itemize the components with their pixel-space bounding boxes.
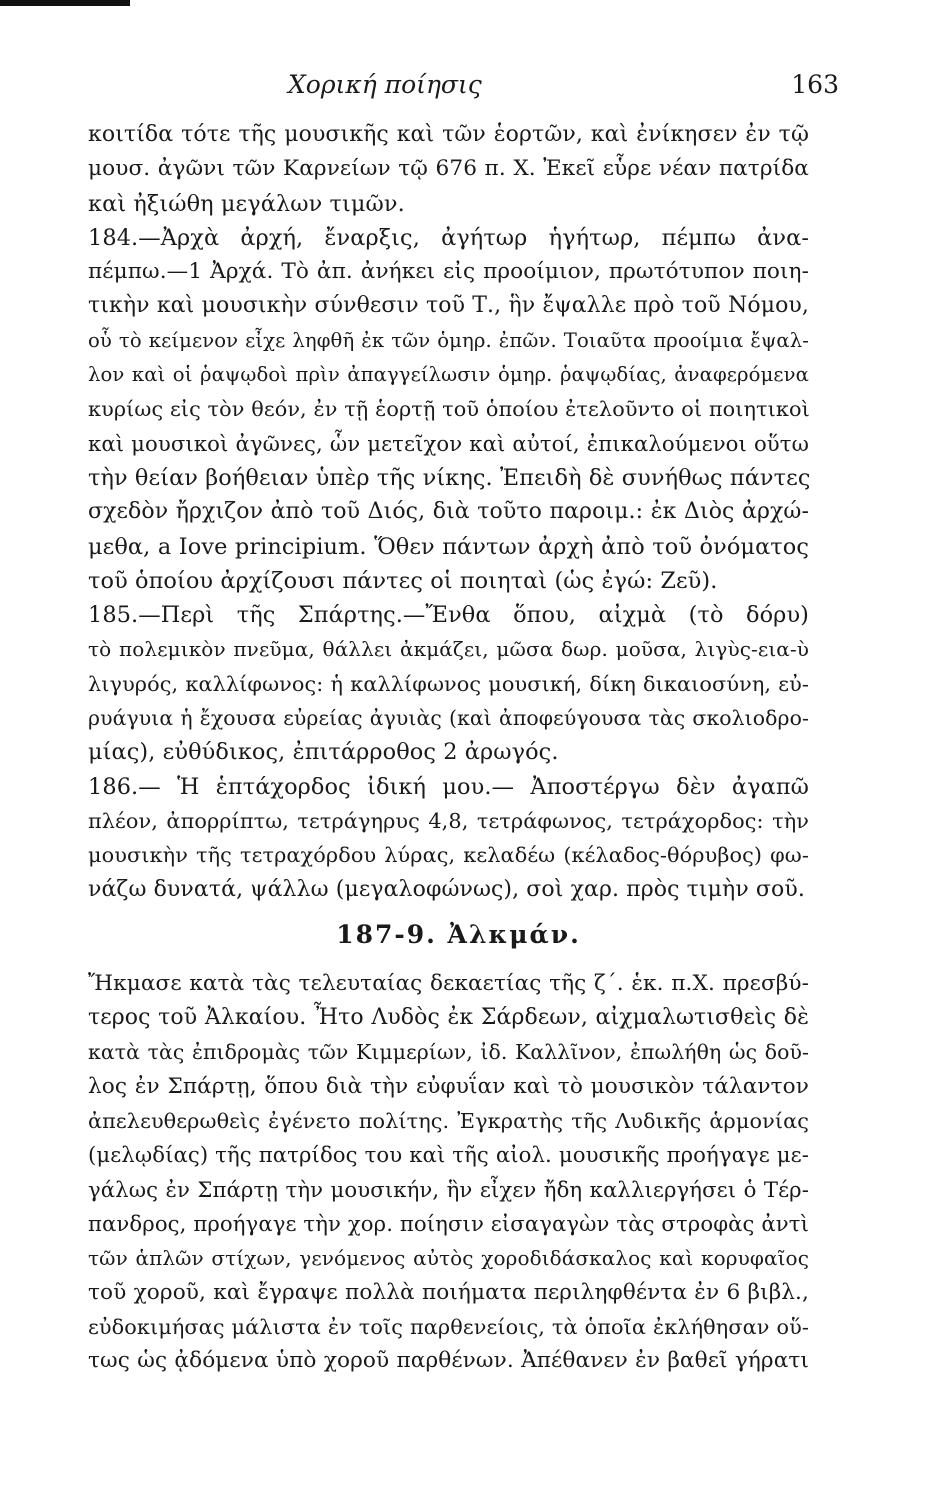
body-text-upper [88,118,809,907]
text-line: τὴν θείαν βοήθειαν ὑπὲρ τῆς νίκης. Ἐπειδὴ δὲ συνήθως πάντες [88,464,811,491]
text-line: τῶν ἁπλῶν στίχων, γενόμενος αὐτὸς χοροδιδάσκαλος καὶ κορυφαῖος [88,1246,809,1271]
text-line: Ἤκμασε κατὰ τὰς τελευταίας δεκαετίας τῆς ζ΄. ἑκ. π.Χ. πρεσβύ- [88,970,809,996]
text-line: μουσ. ἀγῶνι τῶν Καρνείων τῷ 676 π. Χ. Ἐκεῖ εὗρε νέαν πατρίδα [88,156,809,182]
text-line: ρυάγυια ἡ ἔχουσα εὐρείας ἀγυιὰς (καὶ ἀποφεύγουσα τὰς σκολιοδρο- [88,706,809,731]
page-number: 163 [791,70,839,99]
text-line: 185.—Περὶ τῆς Σπάρτης.—Ἔνθα ὅπου, αἰχμὰ (τὸ δόρυ) [88,602,809,629]
running-header-title: Χορική ποίησις [288,70,482,99]
body-text-lower [88,967,809,1379]
text-line: 186.— Ἡ ἑπτάχορδος ἰδική μου.— Ἀποστέργω δὲν ἀγαπῶ [88,773,809,800]
text-line: κυρίως εἰς τὸν θεόν, ἐν τῇ ἑορτῇ τοῦ ὁποίου ἐτελοῦντο οἱ ποιητικοὶ [88,397,810,422]
text-line: πανδρος, προήγαγε τὴν χορ. ποίησιν εἰσαγαγὼν τὰς στροφὰς ἀντὶ [88,1210,809,1236]
text-line: 184.—Ἀρχὰ ἀρχή, ἔναρξις, ἀγήτωρ ἡγήτωρ, πέμπω ἀνα- [88,224,809,251]
text-line: πέμπω.—1 Ἀρχά. Τὸ ἀπ. ἀνήκει εἰς προοίμιον, πρωτότυπον ποιη- [88,259,809,285]
text-line: νάζω δυνατά, ψάλλω (μεγαλοφώνως), σοὶ χαρ. πρὸς τιμὴν σοῦ. [88,876,805,902]
text-line: πλέον, ἀπορρίπτω, τετράγηρυς 4,8, τετράφωνος, τετράχορδος: τὴν [88,808,809,833]
text-line: μίας), εὐθύδικος, ἐπιτάρροθος 2 ἀρωγός. [88,739,559,766]
text-line: οὗ τὸ κείμενον εἶχε ληφθῆ ἐκ τῶν ὁμηρ. ἐπῶν. Τοιαῦτα προοίμια ἔψαλ- [88,328,809,352]
text-line: σχεδὸν ἤρχιζον ἀπὸ τοῦ Διός, διὰ τοῦτο παροιμ.: ἐκ Διὸς ἀρχώ- [88,499,809,525]
text-line: μεθα, a Iove principium. Ὅθεν πάντων ἀρχὴ ἀπὸ τοῦ ὀνόματος [88,533,809,560]
text-line: τὸ πολεμικὸν πνεῦμα, θάλλει ἀκμάζει, μῶσα δωρ. μοῦσα, λιγὺς-εια-ὺ [88,637,809,662]
text-line: κατὰ τὰς ἐπιδρομὰς τῶν Κιμμερίων, ἰδ. Καλλῖνον, ἐπωλήθη ὡς δοῦ- [88,1040,809,1065]
text-line: εὐδοκιμήσας μάλιστα ἐν τοῖς παρθενείοις, τὰ ὁποῖα ἐκλήθησαν οὕ- [88,1314,809,1339]
text-line: τερος τοῦ Ἀλκαίου. Ἦτο Λυδὸς ἐκ Σάρδεων, αἰχμαλωτισθεὶς δὲ [88,1005,809,1031]
text-line: τικὴν καὶ μουσικὴν σύνθεσιν τοῦ Τ., ἣν ἔψαλλε πρὸ τοῦ Νόμου, [88,293,809,319]
text-line: λον καὶ οἱ ῥαψῳδοὶ πρὶν ἀπαγγείλωσιν ὁμηρ. ῥαψῳδίας, ἀναφερόμενα [88,363,809,387]
text-line: (μελῳδίας) τῆς πατρίδος του καὶ τῆς αἰολ. μουσικῆς προήγαγε με- [88,1142,809,1168]
text-line: μουσικὴν τῆς τετραχόρδου λύρας, κελαδέω (κέλαδος-θόρυβος) φω- [88,843,809,868]
text-line: λος ἐν Σπάρτῃ, ὅπου διὰ τὴν εὐφυΐαν καὶ τὸ μουσικὸν τάλαντον [88,1073,809,1099]
text-line: κοιτίδα τότε τῆς μουσικῆς καὶ τῶν ἑορτῶν, καὶ ἐνίκησεν ἐν τῷ [88,122,809,147]
text-line: καὶ μουσικοὶ ἀγῶνες, ὧν μετεῖχον καὶ αὐτοί, ἐπικαλούμενοι οὕτω [88,430,809,456]
text-line: καὶ ἠξιώθη μεγάλων τιμῶν. [88,190,405,217]
text-line: ἀπελευθερωθεὶς ἐγένετο πολίτης. Ἐγκρατὴς τῆς Λυδικῆς ἁρμονίας [88,1109,809,1134]
running-header [88,70,839,110]
text-line: γάλως ἐν Σπάρτῃ τὴν μουσικήν, ἣν εἶχεν ἤδη καλλιεργήσει ὁ Τέρ- [88,1176,809,1202]
top-edge-rule [0,0,130,6]
text-line: λιγυρός, καλλίφωνος: ἡ καλλίφωνος μουσική, δίκη δικαιοσύνη, εὐ- [88,671,809,696]
text-line: τοῦ ὁποίου ἀρχίζουσι πάντες οἱ ποιηταὶ (ὡς ἐγώ: Ζεῦ). [88,567,718,594]
text-line: τως ὡς ᾀδόμενα ὑπὸ χοροῦ παρθένων. Ἀπέθανεν ἐν βαθεῖ γήρατι [88,1348,809,1374]
section-heading: 187-9. Ἀλκμάν. [336,919,581,949]
text-line: τοῦ χοροῦ, καὶ ἔγραψε πολλὰ ποιήματα περιληφθέντα ἐν 6 βιβλ., [88,1279,809,1305]
